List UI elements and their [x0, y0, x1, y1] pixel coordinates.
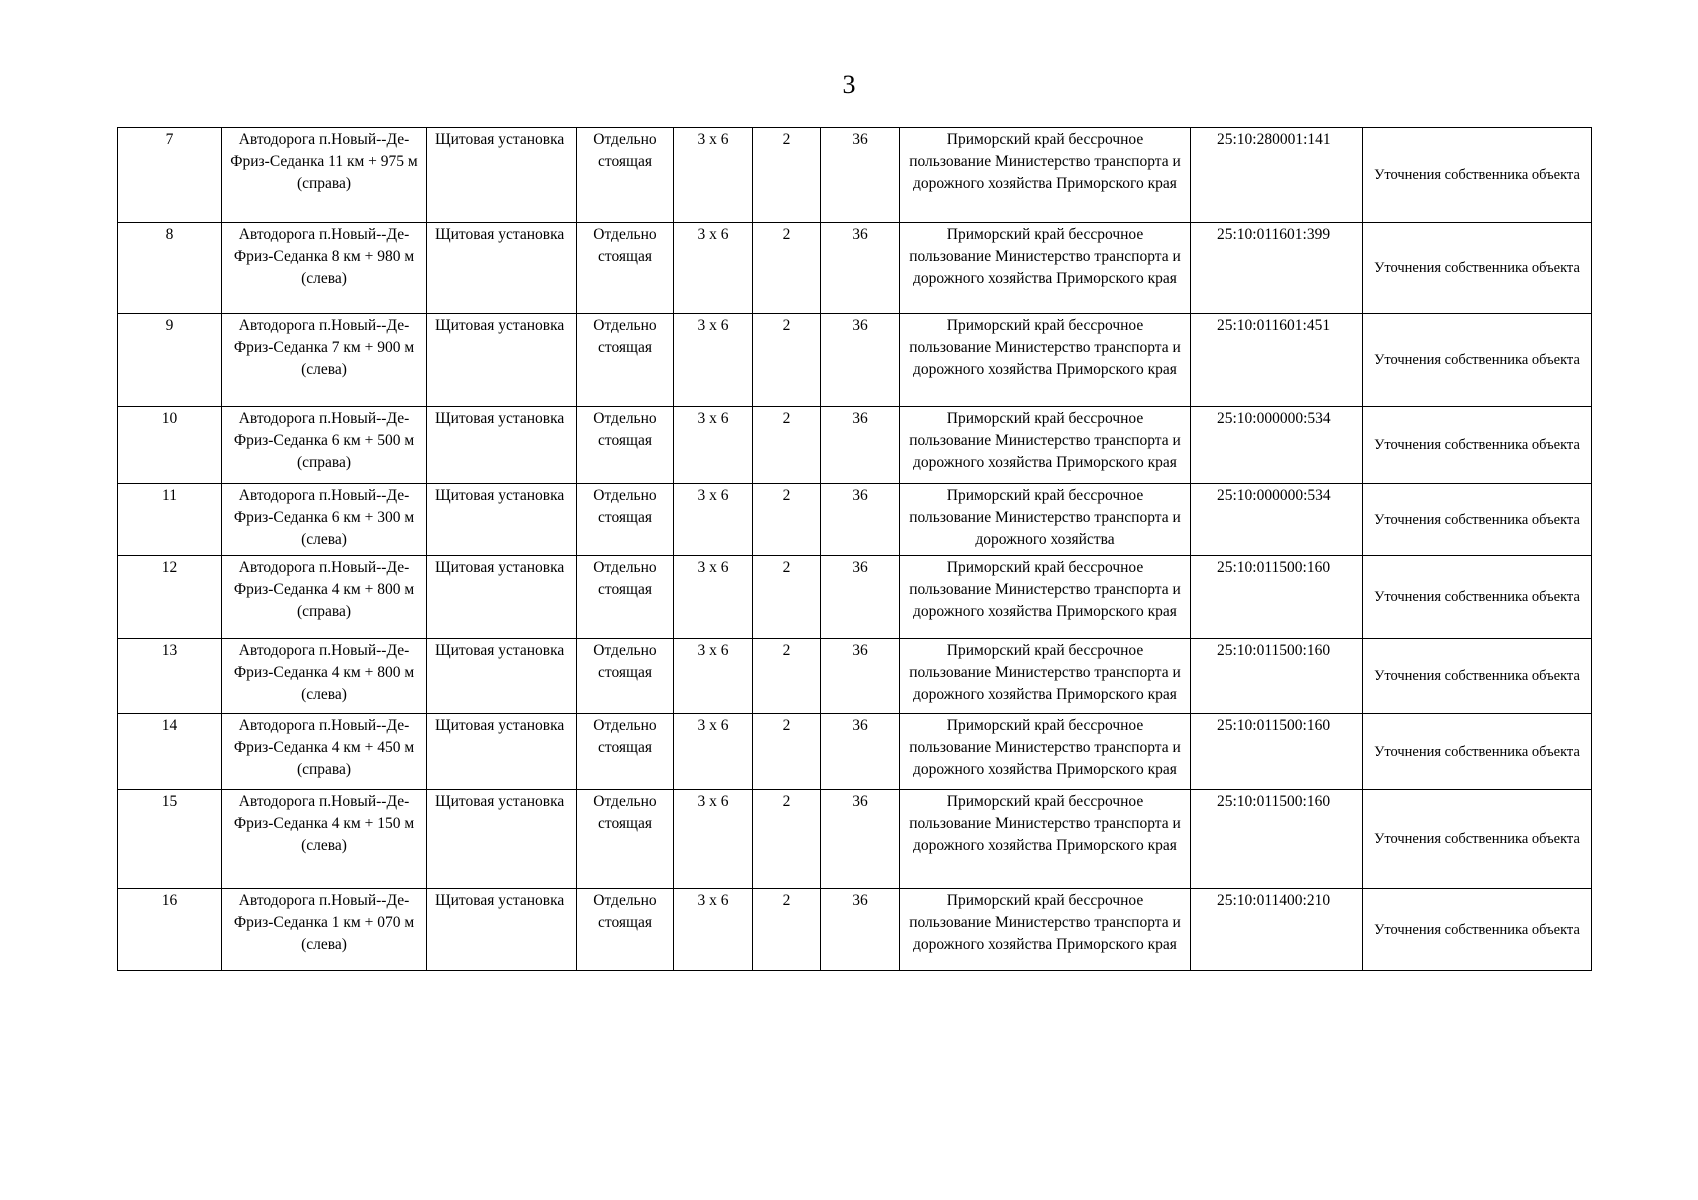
row-number-cell: 15: [118, 790, 222, 889]
cadastral-number-cell: 25:10:011601:451: [1191, 314, 1363, 407]
structure-type-cell: Щитовая установка: [427, 128, 577, 223]
area-cell: 36: [821, 484, 900, 556]
note-cell: Уточнения собственника объекта: [1363, 128, 1592, 223]
size-cell: 3 х 6: [674, 314, 753, 407]
owner-cell: Приморский край бессрочное пользование Министерство транспорта и дорожного хозяйства Приморского края: [900, 223, 1191, 314]
row-number-cell: 7: [118, 128, 222, 223]
address-cell: Автодорога п.Новый--Де-Фриз-Седанка 11 км + 975 м (справа): [222, 128, 427, 223]
note-cell: Уточнения собственника объекта: [1363, 407, 1592, 484]
area-cell: 36: [821, 790, 900, 889]
sides-count-cell: 2: [753, 223, 821, 314]
table-row: [118, 484, 1592, 556]
address-cell: Автодорога п.Новый--Де-Фриз-Седанка 8 км + 980 м (слева): [222, 223, 427, 314]
row-number-cell: 14: [118, 714, 222, 790]
cadastral-number-cell: 25:10:011500:160: [1191, 639, 1363, 714]
size-cell: 3 х 6: [674, 128, 753, 223]
sides-count-cell: 2: [753, 889, 821, 971]
row-number-cell: 11: [118, 484, 222, 556]
placement-cell: Отдельно стоящая: [577, 407, 674, 484]
structure-type-cell: Щитовая установка: [427, 790, 577, 889]
size-cell: 3 х 6: [674, 407, 753, 484]
owner-cell: Приморский край бессрочное пользование Министерство транспорта и дорожного хозяйства Приморского края: [900, 639, 1191, 714]
table-row: [118, 314, 1592, 407]
sides-count-cell: 2: [753, 484, 821, 556]
cadastral-number-cell: 25:10:011500:160: [1191, 790, 1363, 889]
page-number: 3: [842, 70, 856, 99]
area-cell: 36: [821, 714, 900, 790]
sides-count-cell: 2: [753, 639, 821, 714]
placement-cell: Отдельно стоящая: [577, 790, 674, 889]
size-cell: 3 х 6: [674, 484, 753, 556]
note-cell: Уточнения собственника объекта: [1363, 484, 1592, 556]
placement-cell: Отдельно стоящая: [577, 714, 674, 790]
table-row: [118, 790, 1592, 889]
table-row: [118, 407, 1592, 484]
row-number-cell: 10: [118, 407, 222, 484]
area-cell: 36: [821, 223, 900, 314]
size-cell: 3 х 6: [674, 889, 753, 971]
size-cell: 3 х 6: [674, 223, 753, 314]
sides-count-cell: 2: [753, 714, 821, 790]
sides-count-cell: 2: [753, 556, 821, 639]
cadastral-number-cell: 25:10:011400:210: [1191, 889, 1363, 971]
note-cell: Уточнения собственника объекта: [1363, 223, 1592, 314]
placement-cell: Отдельно стоящая: [577, 556, 674, 639]
owner-cell: Приморский край бессрочное пользование Министерство транспорта и дорожного хозяйства Приморского края: [900, 889, 1191, 971]
area-cell: 36: [821, 128, 900, 223]
row-number-cell: 13: [118, 639, 222, 714]
table-body: [118, 128, 1592, 971]
size-cell: 3 х 6: [674, 556, 753, 639]
table-row: [118, 714, 1592, 790]
area-cell: 36: [821, 314, 900, 407]
cadastral-number-cell: 25:10:000000:534: [1191, 484, 1363, 556]
structure-type-cell: Щитовая установка: [427, 407, 577, 484]
placement-cell: Отдельно стоящая: [577, 484, 674, 556]
address-cell: Автодорога п.Новый--Де-Фриз-Седанка 4 км + 150 м (слева): [222, 790, 427, 889]
note-cell: Уточнения собственника объекта: [1363, 556, 1592, 639]
note-cell: Уточнения собственника объекта: [1363, 889, 1592, 971]
area-cell: 36: [821, 407, 900, 484]
placement-cell: Отдельно стоящая: [577, 314, 674, 407]
address-cell: Автодорога п.Новый--Де-Фриз-Седанка 4 км + 450 м (справа): [222, 714, 427, 790]
structure-type-cell: Щитовая установка: [427, 223, 577, 314]
advertising-structures-table: [117, 127, 1592, 971]
sides-count-cell: 2: [753, 790, 821, 889]
size-cell: 3 х 6: [674, 714, 753, 790]
structure-type-cell: Щитовая установка: [427, 314, 577, 407]
table-row: [118, 639, 1592, 714]
owner-cell: Приморский край бессрочное пользование Министерство транспорта и дорожного хозяйства Приморского края: [900, 714, 1191, 790]
table-row: [118, 556, 1592, 639]
address-cell: Автодорога п.Новый--Де-Фриз-Седанка 6 км + 300 м (слева): [222, 484, 427, 556]
owner-cell: Приморский край бессрочное пользование Министерство транспорта и дорожного хозяйства Приморского края: [900, 790, 1191, 889]
sides-count-cell: 2: [753, 407, 821, 484]
address-cell: Автодорога п.Новый--Де-Фриз-Седанка 4 км + 800 м (слева): [222, 639, 427, 714]
structure-type-cell: Щитовая установка: [427, 556, 577, 639]
table-row: [118, 889, 1592, 971]
cadastral-number-cell: 25:10:011500:160: [1191, 556, 1363, 639]
cadastral-number-cell: 25:10:280001:141: [1191, 128, 1363, 223]
address-cell: Автодорога п.Новый--Де-Фриз-Седанка 7 км + 900 м (слева): [222, 314, 427, 407]
structure-type-cell: Щитовая установка: [427, 484, 577, 556]
placement-cell: Отдельно стоящая: [577, 223, 674, 314]
owner-cell: Приморский край бессрочное пользование Министерство транспорта и дорожного хозяйства Приморского края: [900, 556, 1191, 639]
cadastral-number-cell: 25:10:000000:534: [1191, 407, 1363, 484]
owner-cell: Приморский край бессрочное пользование Министерство транспорта и дорожного хозяйства Приморского края: [900, 128, 1191, 223]
address-cell: Автодорога п.Новый--Де-Фриз-Седанка 6 км + 500 м (справа): [222, 407, 427, 484]
address-cell: Автодорога п.Новый--Де-Фриз-Седанка 1 км + 070 м (слева): [222, 889, 427, 971]
row-number-cell: 8: [118, 223, 222, 314]
address-cell: Автодорога п.Новый--Де-Фриз-Седанка 4 км + 800 м (справа): [222, 556, 427, 639]
size-cell: 3 х 6: [674, 639, 753, 714]
note-cell: Уточнения собственника объекта: [1363, 639, 1592, 714]
table-row: [118, 128, 1592, 223]
note-cell: Уточнения собственника объекта: [1363, 790, 1592, 889]
area-cell: 36: [821, 556, 900, 639]
table-row: [118, 223, 1592, 314]
note-cell: Уточнения собственника объекта: [1363, 314, 1592, 407]
size-cell: 3 х 6: [674, 790, 753, 889]
sides-count-cell: 2: [753, 314, 821, 407]
owner-cell: Приморский край бессрочное пользование Министерство транспорта и дорожного хозяйства Приморского края: [900, 314, 1191, 407]
owner-cell: Приморский край бессрочное пользование Министерство транспорта и дорожного хозяйства Приморского края: [900, 407, 1191, 484]
row-number-cell: 16: [118, 889, 222, 971]
structure-type-cell: Щитовая установка: [427, 889, 577, 971]
row-number-cell: 12: [118, 556, 222, 639]
row-number-cell: 9: [118, 314, 222, 407]
sides-count-cell: 2: [753, 128, 821, 223]
owner-cell: Приморский край бессрочное пользование Министерство транспорта и дорожного хозяйства: [900, 484, 1191, 556]
placement-cell: Отдельно стоящая: [577, 889, 674, 971]
structure-type-cell: Щитовая установка: [427, 714, 577, 790]
cadastral-number-cell: 25:10:011500:160: [1191, 714, 1363, 790]
area-cell: 36: [821, 639, 900, 714]
placement-cell: Отдельно стоящая: [577, 639, 674, 714]
placement-cell: Отдельно стоящая: [577, 128, 674, 223]
area-cell: 36: [821, 889, 900, 971]
structure-type-cell: Щитовая установка: [427, 639, 577, 714]
cadastral-number-cell: 25:10:011601:399: [1191, 223, 1363, 314]
note-cell: Уточнения собственника объекта: [1363, 714, 1592, 790]
